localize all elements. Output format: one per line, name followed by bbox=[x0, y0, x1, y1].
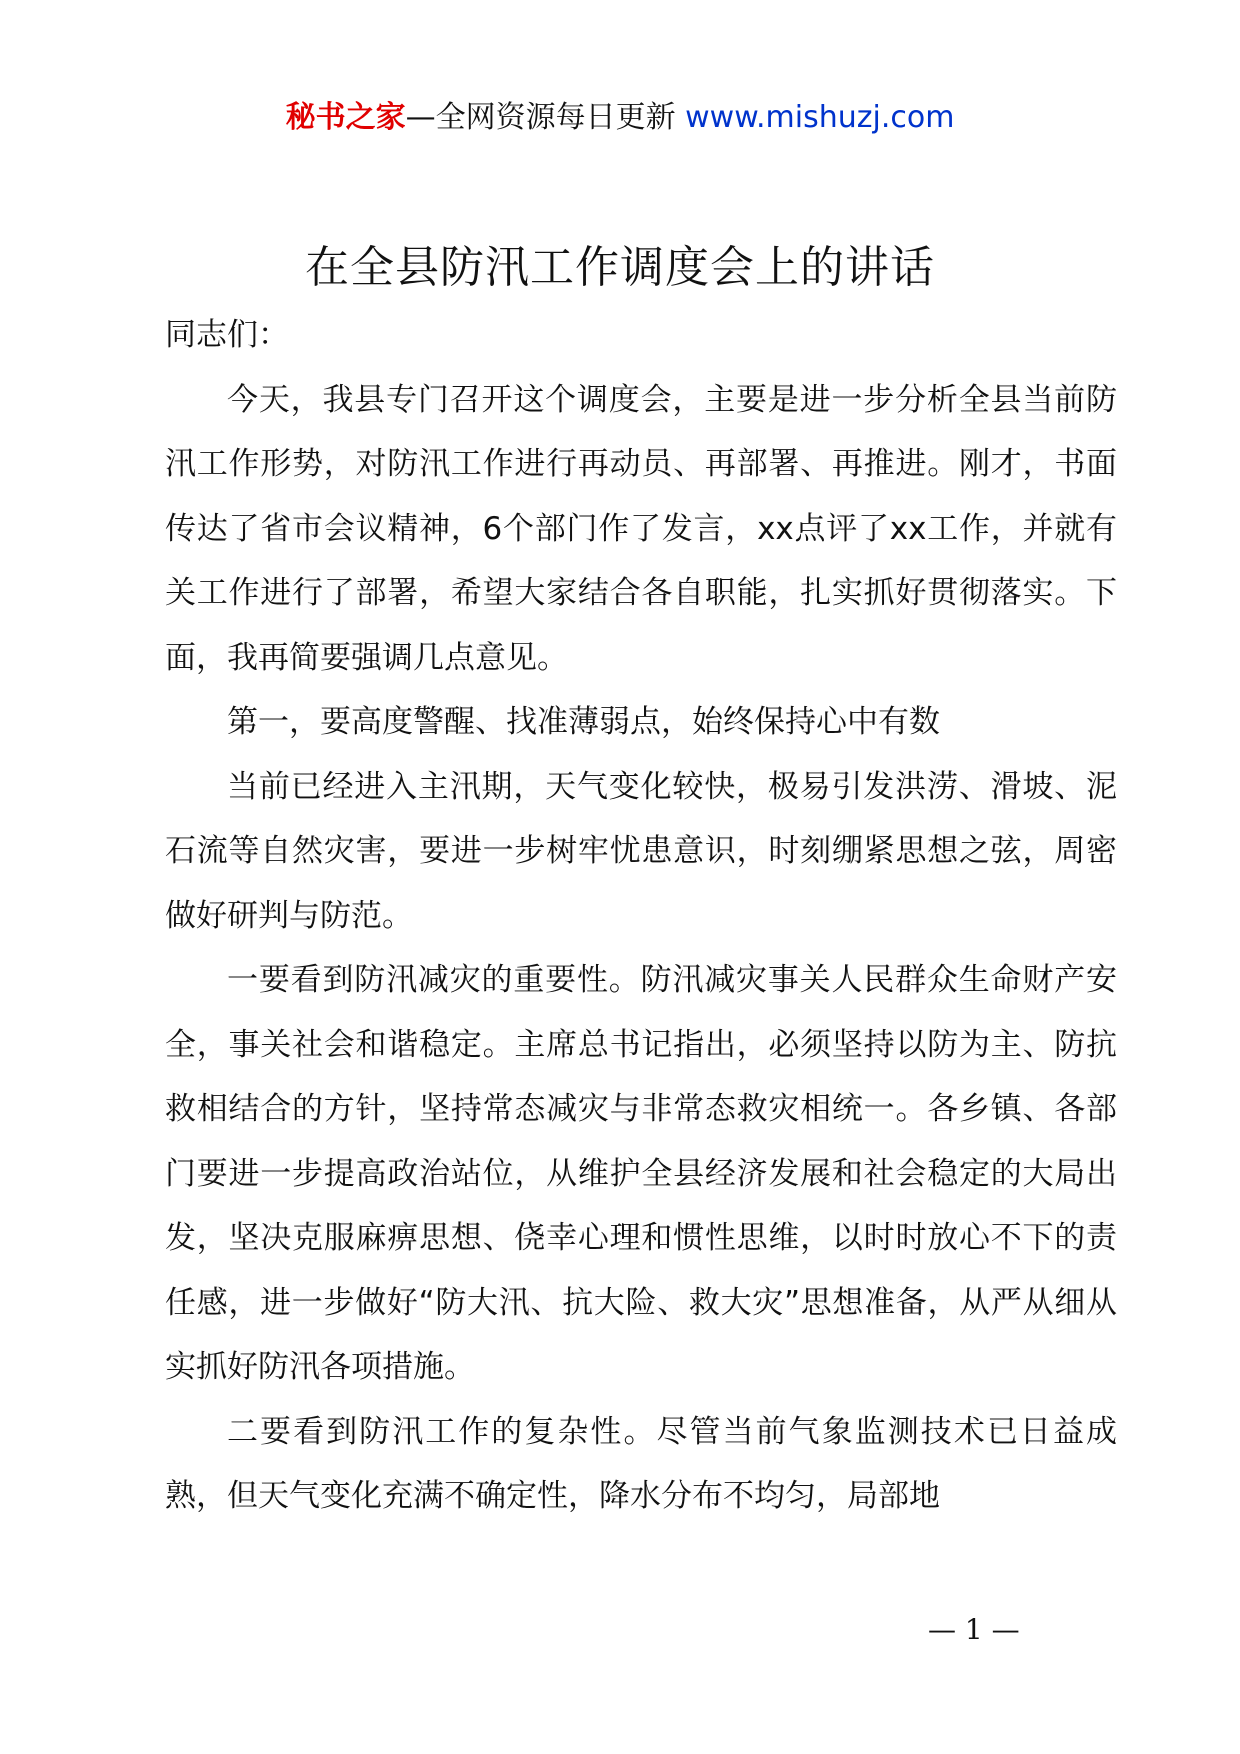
paragraph: 二要看到防汛工作的复杂性。尽管当前气象监测技术已日益成熟，但天气变化充满不确定性，降水分布不均匀，局部地 bbox=[165, 1413, 1117, 1514]
salutation: 同志们： bbox=[165, 317, 289, 353]
site-url-link[interactable]: www.mishuzj.com bbox=[685, 100, 955, 135]
brand-name: 秘书之家 bbox=[285, 100, 406, 135]
document-title: 在全县防汛工作调度会上的讲话 bbox=[305, 242, 935, 293]
paragraph: 当前已经进入主汛期，天气变化较快，极易引发洪涝、滑坡、泥石流等自然灾害，要进一步树牢忧患意识，时刻绷紧思想之弦，周密做好研判与防范。 bbox=[165, 768, 1117, 934]
paragraph: 一要看到防汛减灾的重要性。防汛减灾事关人民群众生命财产安全，事关社会和谐稳定。主席总书记指出，必须坚持以防为主、防抗救相结合的方针，坚持常态减灾与非常态救灾相统一。各乡镇、各部门要进一步提高政治站位，从维护全县经济发展和社会稳定的大局出发，坚决克服麻痹思想、侥幸心理和惯性思维，以时时放心不下的责任感，进一步做好“防大汛、抗大险、救大灾”思想准备，从严从细从实抓好防汛各项措施。 bbox=[165, 962, 1117, 1385]
header-tagline: —全网资源每日更新 bbox=[405, 100, 676, 135]
site-header bbox=[0, 98, 1240, 138]
paragraph: 今天，我县专门召开这个调度会，主要是进一步分析全县当前防汛工作形势，对防汛工作进行再动员、再部署、再推进。刚才，书面传达了省市会议精神，6个部门作了发言，xx点评了xx工作，并就有关工作进行了部署，希望大家结合各自职能，扎实抓好贯彻落实。下面，我再简要强调几点意见。 bbox=[165, 381, 1117, 676]
page-number: — 1 — bbox=[928, 1613, 1020, 1646]
document-body bbox=[165, 303, 1117, 1529]
section-heading: 第一，要高度警醒、找准薄弱点，始终保持心中有数 bbox=[227, 704, 940, 740]
